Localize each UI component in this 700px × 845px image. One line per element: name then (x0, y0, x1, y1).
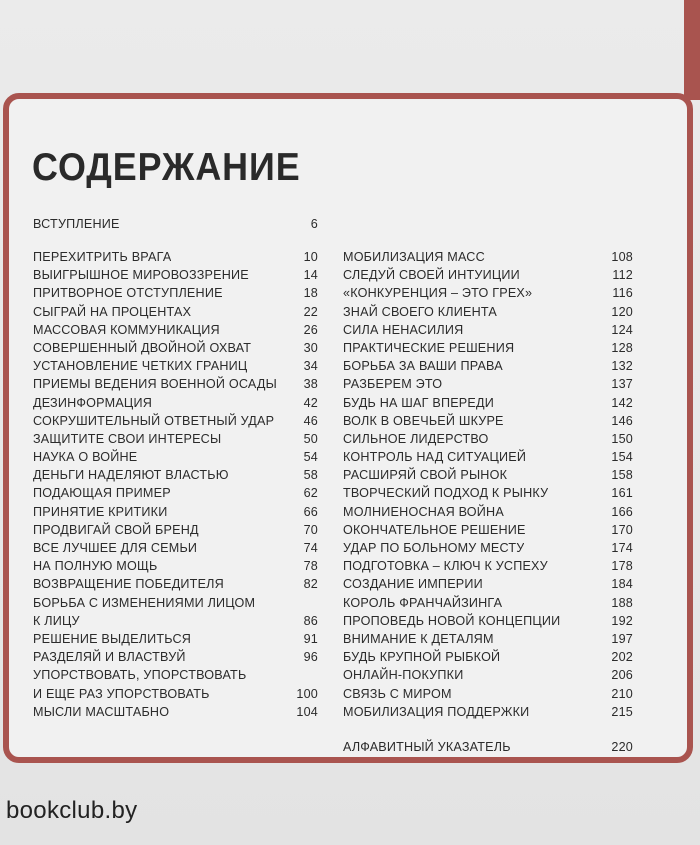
toc-entry-label: СЛЕДУЙ СВОЕЙ ИНТУИЦИИ (343, 268, 520, 283)
toc-entry[interactable] (343, 248, 633, 266)
toc-entry[interactable] (33, 430, 318, 448)
toc-entry[interactable] (33, 685, 318, 703)
toc-entry-label: ВЫИГРЫШНОЕ МИРОВОЗЗРЕНИЕ (33, 268, 249, 283)
toc-entry-page: 18 (303, 286, 318, 301)
toc-entry-label: МОЛНИЕНОСНАЯ ВОЙНА (343, 504, 504, 519)
toc-entry-label: ЗАЩИТИТЕ СВОИ ИНТЕРЕСЫ (33, 431, 222, 446)
toc-entry-page: 26 (303, 322, 318, 337)
toc-entry[interactable] (33, 503, 318, 521)
toc-entry-page: 206 (611, 668, 633, 683)
toc-entry-label: КОНТРОЛЬ НАД СИТУАЦИЕЙ (343, 450, 527, 465)
toc-entry[interactable] (343, 484, 633, 502)
toc-entry-page: 202 (611, 650, 633, 665)
toc-entry-page: 46 (303, 413, 318, 428)
toc-entry-label: СЫГРАЙ НА ПРОЦЕНТАХ (33, 304, 192, 319)
toc-entry-label: ПРИНЯТИЕ КРИТИКИ (33, 504, 168, 519)
toc-entry-label: МАССОВАЯ КОММУНИКАЦИЯ (33, 322, 220, 337)
toc-left-column (33, 248, 318, 721)
toc-entry[interactable] (343, 284, 633, 302)
toc-entry-page: 62 (303, 486, 318, 501)
toc-entry-label: НА ПОЛНУЮ МОЩЬ (33, 559, 158, 574)
toc-entry-page: 146 (611, 413, 633, 428)
toc-entry[interactable] (33, 321, 318, 339)
toc-entry[interactable] (33, 630, 318, 648)
toc-entry[interactable] (343, 448, 633, 466)
toc-entry-label: БОРЬБА ЗА ВАШИ ПРАВА (343, 359, 503, 374)
toc-entry[interactable] (343, 539, 633, 557)
toc-entry-page: 178 (611, 559, 633, 574)
toc-entry[interactable] (33, 412, 318, 430)
toc-entry-page: 86 (303, 613, 318, 628)
toc-entry[interactable] (33, 666, 318, 684)
toc-entry[interactable] (343, 375, 633, 393)
toc-entry-page: 184 (611, 577, 633, 592)
toc-entry-label: СВЯЗЬ С МИРОМ (343, 686, 452, 701)
toc-entry-page: 132 (611, 359, 633, 374)
toc-entry-label: НАУКА О ВОЙНЕ (33, 450, 138, 465)
toc-entry-page: 30 (303, 340, 318, 355)
toc-entry-label: ПРОДВИГАЙ СВОЙ БРЕНД (33, 522, 199, 537)
toc-entry-page: 70 (303, 522, 318, 537)
toc-entry-page: 108 (611, 250, 633, 264)
toc-entry-page: 112 (612, 268, 633, 283)
toc-entry-label: РАЗДЕЛЯЙ И ВЛАСТВУЙ (33, 650, 186, 665)
toc-entry[interactable] (33, 648, 318, 666)
toc-entry-page: 74 (303, 541, 318, 555)
toc-entry[interactable] (33, 303, 318, 321)
toc-entry[interactable] (33, 448, 318, 466)
toc-entry[interactable] (343, 266, 633, 284)
toc-entry-label: УПОРСТВОВАТЬ, УПОРСТВОВАТЬ (33, 668, 247, 683)
toc-entry-page: 96 (303, 650, 318, 665)
toc-entry[interactable] (33, 575, 318, 593)
toc-entry[interactable] (33, 284, 318, 302)
toc-entry-page: 188 (611, 595, 633, 610)
toc-entry-label: ВОЗВРАЩЕНИЕ ПОБЕДИТЕЛЯ (33, 577, 224, 592)
toc-entry-page: 58 (303, 468, 318, 483)
toc-entry-page: 137 (611, 377, 633, 392)
toc-entry-page: 34 (303, 359, 318, 374)
toc-entry[interactable] (33, 557, 318, 575)
toc-entry[interactable] (343, 339, 633, 357)
toc-entry-page: 197 (611, 631, 633, 646)
toc-entry[interactable] (33, 394, 318, 412)
toc-right-column (343, 248, 633, 721)
toc-entry-page: 142 (611, 395, 633, 410)
toc-entry-label: УДАР ПО БОЛЬНОМУ МЕСТУ (343, 541, 525, 555)
toc-entry-page: 170 (611, 522, 633, 537)
toc-entry-label: ВОЛК В ОВЕЧЬЕЙ ШКУРЕ (343, 413, 504, 428)
accent-band (684, 0, 700, 100)
toc-entry-page: 116 (612, 286, 633, 301)
toc-entry-label: АЛФАВИТНЫЙ УКАЗАТЕЛЬ (343, 740, 511, 754)
toc-entry-label: БУДЬ КРУПНОЙ РЫБКОЙ (343, 650, 501, 665)
toc-entry-label: ПРИТВОРНОЕ ОТСТУПЛЕНИЕ (33, 286, 223, 301)
toc-entry-label: И ЕЩЕ РАЗ УПОРСТВОВАТЬ (33, 686, 210, 701)
toc-entry[interactable] (343, 703, 633, 721)
toc-entry[interactable] (33, 466, 318, 484)
toc-entry-label: КОРОЛЬ ФРАНЧАЙЗИНГА (343, 595, 503, 610)
toc-entry-label: ТВОРЧЕСКИЙ ПОДХОД К РЫНКУ (343, 486, 549, 501)
toc-entry-page: 104 (296, 704, 318, 719)
toc-entry[interactable] (33, 357, 318, 375)
toc-entry-label: К ЛИЦУ (33, 613, 80, 628)
toc-entry-page: 91 (303, 631, 318, 646)
toc-entry-page: 215 (611, 704, 633, 719)
toc-entry[interactable] (33, 594, 318, 612)
toc-entry-page: 6 (310, 217, 318, 231)
toc-entry-label: ВСТУПЛЕНИЕ (33, 217, 120, 231)
toc-entry-label: МЫСЛИ МАСШТАБНО (33, 704, 170, 719)
toc-entry-page: 100 (296, 686, 318, 701)
toc-entry[interactable] (343, 503, 633, 521)
watermark: bookclub.by (6, 797, 138, 824)
toc-entry-label: ЗНАЙ СВОЕГО КЛИЕНТА (343, 304, 497, 319)
toc-entry-label: ПЕРЕХИТРИТЬ ВРАГА (33, 250, 172, 264)
toc-entry[interactable] (343, 321, 633, 339)
toc-entry-label: ПОДГОТОВКА – КЛЮЧ К УСПЕХУ (343, 559, 548, 574)
toc-entry-page: 54 (303, 450, 318, 465)
toc-entry[interactable] (343, 412, 633, 430)
toc-entry-label: ПРИЕМЫ ВЕДЕНИЯ ВОЕННОЙ ОСАДЫ (33, 377, 277, 392)
toc-entry[interactable] (343, 521, 633, 539)
toc-entry[interactable] (33, 375, 318, 393)
toc-entry[interactable] (343, 575, 633, 593)
toc-entry-page: 220 (611, 740, 633, 754)
toc-entry-label: ПРАКТИЧЕСКИЕ РЕШЕНИЯ (343, 340, 515, 355)
toc-entry[interactable] (343, 630, 633, 648)
toc-entry[interactable] (343, 466, 633, 484)
toc-entry-page: 128 (611, 340, 633, 355)
toc-entry[interactable] (33, 703, 318, 721)
toc-entry-label: РАСШИРЯЙ СВОЙ РЫНОК (343, 468, 508, 483)
toc-entry-page: 22 (303, 304, 318, 319)
toc-entry-page: 154 (611, 450, 633, 465)
toc-entry[interactable] (33, 339, 318, 357)
toc-entry-label: МОБИЛИЗАЦИЯ ПОДДЕРЖКИ (343, 704, 530, 719)
toc-entry-label: ПОДАЮЩАЯ ПРИМЕР (33, 486, 171, 501)
toc-entry-label: СИЛА НЕНАСИЛИЯ (343, 322, 464, 337)
toc-entry[interactable] (343, 648, 633, 666)
toc-entry[interactable] (33, 484, 318, 502)
toc-entry[interactable] (33, 248, 318, 266)
toc-entry-page: 174 (611, 541, 633, 555)
toc-entry-label: ДЕНЬГИ НАДЕЛЯЮТ ВЛАСТЬЮ (33, 468, 229, 483)
toc-entry-page: 150 (611, 431, 633, 446)
toc-entry-label: БУДЬ НА ШАГ ВПЕРЕДИ (343, 395, 494, 410)
toc-entry-label: СОКРУШИТЕЛЬНЫЙ ОТВЕТНЫЙ УДАР (33, 413, 275, 428)
toc-entry-label: ВНИМАНИЕ К ДЕТАЛЯМ (343, 631, 494, 646)
toc-entry-label: ПРОПОВЕДЬ НОВОЙ КОНЦЕПЦИИ (343, 613, 561, 628)
toc-entry-page: 158 (611, 468, 633, 483)
toc-entry-label: ОНЛАЙН-ПОКУПКИ (343, 668, 464, 683)
toc-entry-label: МОБИЛИЗАЦИЯ МАСС (343, 250, 485, 264)
toc-entry-label: СИЛЬНОЕ ЛИДЕРСТВО (343, 431, 489, 446)
toc-entry[interactable] (343, 685, 633, 703)
toc-entry-label: БОРЬБА С ИЗМЕНЕНИЯМИ ЛИЦОМ (33, 595, 256, 610)
toc-entry[interactable] (33, 612, 318, 630)
toc-entry-label: РАЗБЕРЕМ ЭТО (343, 377, 443, 392)
toc-entry[interactable] (33, 539, 318, 557)
toc-entry-page: 210 (611, 686, 633, 701)
toc-entry-page: 161 (611, 486, 633, 501)
toc-entry[interactable] (33, 521, 318, 539)
toc-entry-page: 10 (303, 250, 318, 264)
toc-entry-page: 38 (303, 377, 318, 392)
toc-entry-label: СОЗДАНИЕ ИМПЕРИИ (343, 577, 483, 592)
toc-entry[interactable] (343, 557, 633, 575)
toc-entry[interactable] (343, 430, 633, 448)
toc-entry-label: РЕШЕНИЕ ВЫДЕЛИТЬСЯ (33, 631, 192, 646)
toc-entry-page: 82 (303, 577, 318, 592)
toc-entry-page: 120 (611, 304, 633, 319)
toc-entry-page: 192 (611, 613, 633, 628)
toc-entry-page: 78 (303, 559, 318, 574)
toc-entry[interactable] (343, 303, 633, 321)
toc-entry[interactable] (343, 394, 633, 412)
toc-entry[interactable] (343, 666, 633, 684)
toc-entry-page: 166 (611, 504, 633, 519)
toc-entry-label: ДЕЗИНФОРМАЦИЯ (33, 395, 152, 410)
toc-entry[interactable] (343, 357, 633, 375)
page-title: СОДЕРЖАНИЕ (32, 146, 301, 189)
index-row[interactable] (343, 738, 633, 756)
toc-entry-page: 14 (303, 268, 318, 283)
toc-entry-label: ВСЕ ЛУЧШЕЕ ДЛЯ СЕМЬИ (33, 541, 198, 555)
toc-entry-label: СОВЕРШЕННЫЙ ДВОЙНОЙ ОХВАТ (33, 340, 252, 355)
toc-entry[interactable] (343, 594, 633, 612)
toc-entry-label: ОКОНЧАТЕЛЬНОЕ РЕШЕНИЕ (343, 522, 526, 537)
toc-entry-page: 66 (303, 504, 318, 519)
toc-entry-label: УСТАНОВЛЕНИЕ ЧЕТКИХ ГРАНИЦ (33, 359, 248, 374)
toc-entry[interactable] (343, 612, 633, 630)
toc-entry-page: 124 (611, 322, 633, 337)
intro-row[interactable] (33, 215, 318, 233)
toc-entry-label: «КОНКУРЕНЦИЯ – ЭТО ГРЕХ» (343, 286, 533, 301)
toc-entry-page: 50 (303, 431, 318, 446)
toc-entry-page: 42 (303, 395, 318, 410)
toc-entry[interactable] (33, 266, 318, 284)
